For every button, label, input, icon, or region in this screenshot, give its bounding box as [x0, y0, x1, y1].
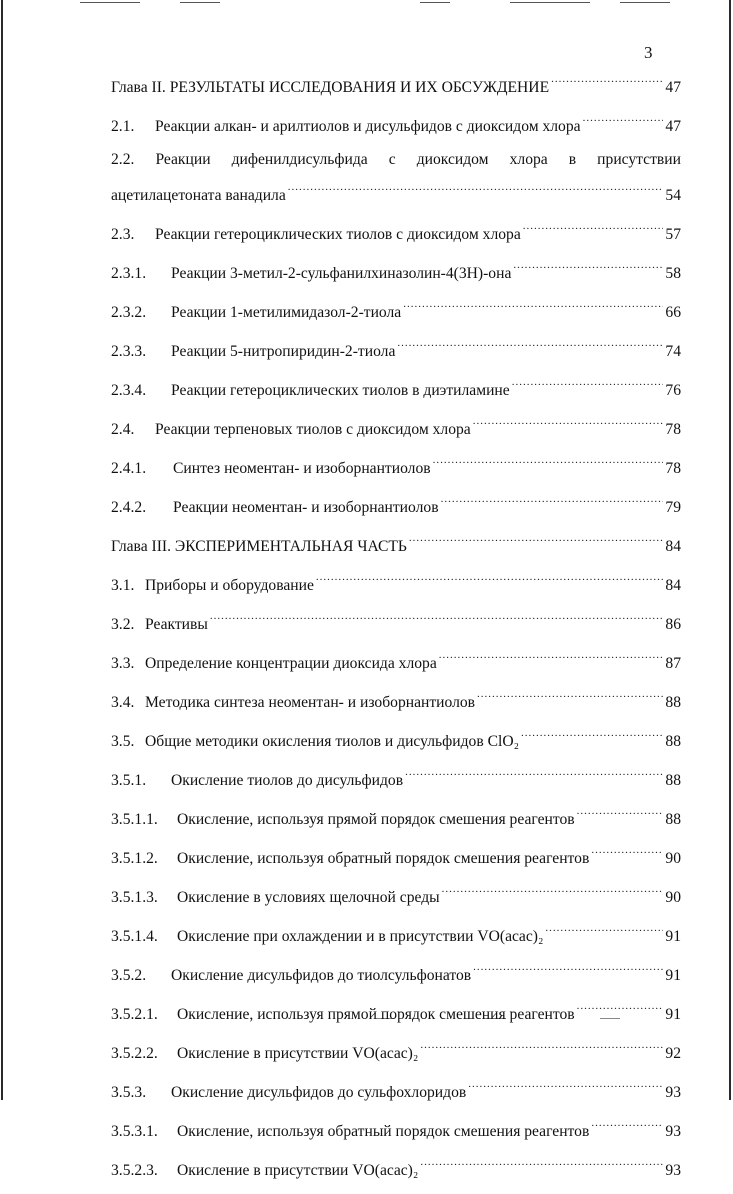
toc-entry-number: 3.5.2.	[111, 967, 147, 984]
dot-leader	[477, 687, 663, 707]
toc-entry-number: 2.2.	[111, 151, 135, 168]
toc-entry-label: Реакции 3-метил-2-сульфанилхиназолин-4(3H)-она	[171, 265, 512, 282]
toc-entry-label: Приборы и оборудование	[145, 577, 314, 594]
toc-entry-title	[111, 117, 581, 137]
toc-entry-page: 93	[665, 1123, 681, 1140]
toc-entry-number: 2.3.1.	[111, 265, 147, 282]
table-of-contents	[111, 72, 681, 1194]
dot-leader	[439, 648, 664, 668]
toc-entry[interactable]	[111, 882, 681, 908]
toc-entry-page: 90	[665, 850, 681, 867]
toc-entry-number: 3.3.	[111, 655, 135, 672]
toc-entry-number: 2.4.	[111, 421, 135, 438]
toc-entry-page: 54	[665, 187, 681, 204]
toc-entry-number: 3.5.2.1.	[111, 1006, 158, 1023]
toc-entry-page: 91	[665, 928, 681, 945]
toc-entry-title	[111, 732, 519, 752]
toc-entry[interactable]	[111, 1038, 681, 1064]
toc-entry-page: 76	[665, 382, 681, 399]
toc-entry-number: 2.4.2.	[111, 499, 147, 516]
toc-entry-number: 3.2.	[111, 616, 135, 633]
toc-entry-label: Общие методики окисления тиолов и дисульфидов ClO₂	[145, 733, 520, 750]
toc-entry-label: Окисление, используя прямой порядок смешения реагентов	[177, 811, 575, 828]
toc-entry-page: 47	[665, 118, 681, 135]
toc-entry[interactable]	[111, 219, 681, 245]
scan-artifact	[420, 2, 450, 3]
toc-entry-title	[111, 342, 395, 362]
dot-leader	[316, 570, 664, 590]
toc-entry-title	[111, 927, 543, 947]
toc-entry-number: 3.4.	[111, 694, 135, 711]
toc-entry-number: 3.5.2.2.	[111, 1045, 158, 1062]
dot-leader	[512, 375, 664, 395]
toc-entry-title	[111, 888, 440, 908]
toc-entry-number: 2.3.2.	[111, 304, 147, 321]
dot-leader	[577, 999, 664, 1019]
toc-entry-label: Реакции терпеновых тиолов с диоксидом хлора	[155, 421, 471, 438]
toc-entry-number: 3.5.1.	[111, 772, 147, 789]
dot-leader	[288, 180, 664, 200]
scan-left-edge	[1, 0, 3, 1100]
toc-entry[interactable]	[111, 609, 681, 635]
toc-entry[interactable]	[111, 336, 681, 362]
toc-entry-label: Реакции алкан- и арилтиолов и дисульфидов с диоксидом хлора	[155, 118, 581, 135]
toc-entry-page: 74	[665, 343, 681, 360]
toc-entry-label: Окисление тиолов до дисульфидов	[171, 772, 404, 789]
toc-entry-line	[111, 150, 681, 170]
dot-leader	[513, 258, 663, 278]
dot-leader	[442, 882, 664, 902]
toc-entry-word: дифенилдисульфида	[231, 151, 368, 168]
toc-entry-page: 92	[665, 1045, 681, 1062]
toc-entry-title	[111, 654, 437, 674]
toc-entry-page: 91	[665, 1006, 681, 1023]
toc-entry-label: Окисление дисульфидов до сульфохлоридов	[171, 1084, 467, 1101]
toc-entry-word: Реакции	[155, 151, 211, 168]
toc-entry-number: 3.5.3.	[111, 1084, 147, 1101]
dot-leader	[405, 765, 663, 785]
toc-entry[interactable]	[111, 921, 681, 947]
dot-leader	[521, 726, 663, 746]
toc-entry-label: Окисление, используя обратный порядок смешения реагентов	[177, 1123, 590, 1140]
toc-entry-page: 88	[665, 733, 681, 750]
dot-leader	[577, 804, 664, 824]
toc-entry-page: 88	[665, 811, 681, 828]
toc-entry-label: Определение концентрации диоксида хлора	[145, 655, 437, 672]
dot-leader	[591, 843, 663, 863]
toc-entry-title	[111, 615, 208, 635]
toc-entry-number: 2.3.4.	[111, 382, 147, 399]
toc-entry[interactable]	[111, 804, 681, 830]
dot-leader	[420, 1038, 663, 1058]
toc-entry-number: 2.1.	[111, 118, 135, 135]
toc-entry-page: 47	[665, 79, 681, 96]
toc-entry[interactable]	[111, 111, 681, 137]
toc-entry-label: Реакции 5-нитропиридин-2-тиола	[171, 343, 396, 360]
toc-entry[interactable]	[111, 1155, 681, 1181]
toc-entry-page: 78	[665, 421, 681, 438]
toc-entry-label: Синтез неоментан- и изоборнантиолов	[173, 460, 431, 477]
toc-entry-number: 3.5.3.1.	[111, 1123, 158, 1140]
toc-entry-number: 2.3.	[111, 226, 135, 243]
toc-entry-title	[111, 78, 549, 98]
toc-entry-label: Окисление в присутствии VO(acac)₂	[177, 1045, 419, 1062]
toc-entry-title	[111, 264, 511, 284]
dot-leader	[420, 1155, 663, 1175]
toc-entry[interactable]	[111, 180, 681, 206]
toc-entry-page: 58	[665, 265, 681, 282]
toc-entry[interactable]	[111, 531, 681, 557]
dot-leader	[433, 453, 664, 473]
toc-entry-page: 93	[665, 1162, 681, 1179]
dot-leader	[523, 219, 664, 239]
dot-leader	[473, 414, 664, 434]
toc-entry-title	[111, 810, 575, 830]
toc-entry-label: Реактивы	[145, 616, 208, 633]
toc-entry-number: 3.5.1.2.	[111, 850, 158, 867]
toc-entry-label: Окисление, используя прямой порядок смешения реагентов	[177, 1006, 575, 1023]
toc-entry[interactable]	[111, 687, 681, 713]
toc-entry-label: Реакции 1-метилимидазол-2-тиола	[171, 304, 402, 321]
toc-entry[interactable]	[111, 375, 681, 401]
toc-entry-label: Реакции гетероциклических тиолов в диэтиламине	[171, 382, 510, 399]
toc-entry-number: 2.3.3.	[111, 343, 147, 360]
toc-entry[interactable]	[111, 297, 681, 323]
toc-entry-number: 3.5.1.4.	[111, 928, 158, 945]
dot-leader	[409, 531, 664, 551]
toc-entry[interactable]	[111, 1116, 681, 1142]
toc-entry[interactable]	[111, 999, 681, 1025]
toc-entry-title	[111, 771, 403, 791]
toc-entry-title	[111, 498, 439, 518]
toc-entry[interactable]	[111, 492, 681, 518]
scan-right-edge	[729, 0, 731, 1100]
toc-entry-label: Реакции гетероциклических тиолов с диоксидом хлора	[155, 226, 521, 243]
toc-entry-word: хлора	[509, 151, 548, 168]
toc-entry-title	[111, 1083, 466, 1103]
page-number: 3	[644, 43, 653, 62]
toc-entry[interactable]	[111, 570, 681, 596]
toc-entry-number: 3.1.	[111, 577, 135, 594]
toc-entry[interactable]	[111, 453, 681, 479]
toc-entry-number: 3.5.1.3.	[111, 889, 158, 906]
toc-entry-title	[111, 537, 407, 557]
toc-entry-label: Окисление в присутствии VO(acac)₂	[177, 1162, 419, 1179]
toc-entry-page: 84	[665, 538, 681, 555]
dot-leader	[397, 336, 663, 356]
toc-entry-title	[111, 966, 471, 986]
toc-entry-title	[111, 1005, 575, 1025]
toc-entry-word: в	[568, 151, 577, 168]
dot-leader	[473, 960, 663, 980]
toc-entry-number: 3.5.1.1.	[111, 811, 158, 828]
dot-leader	[551, 72, 663, 92]
dot-leader	[468, 1077, 663, 1097]
toc-entry-page: 79	[665, 499, 681, 516]
toc-entry-page: 66	[665, 304, 681, 321]
toc-entry[interactable]	[111, 843, 681, 869]
toc-entry-label: ацетилацетоната ванадила	[111, 187, 286, 204]
toc-entry-label: Окисление в условиях щелочной среды	[177, 889, 440, 906]
toc-entry[interactable]	[111, 414, 681, 440]
toc-entry-page: 88	[665, 772, 681, 789]
toc-entry-title	[111, 1122, 589, 1142]
toc-entry-page: 87	[665, 655, 681, 672]
toc-entry-page: 84	[665, 577, 681, 594]
toc-entry-label: Методика синтеза неоментан- и изоборнантиолов	[145, 694, 476, 711]
toc-entry-title	[111, 1161, 418, 1181]
dot-leader	[403, 297, 663, 317]
scan-artifact	[180, 2, 220, 3]
toc-entry-page: 78	[665, 460, 681, 477]
toc-entry-label: Окисление при охлаждении и в присутствии VO(acac)₂	[177, 928, 544, 945]
toc-entry-title	[111, 225, 521, 245]
toc-entry[interactable]	[111, 765, 681, 791]
toc-entry-page: 57	[665, 226, 681, 243]
toc-entry[interactable]	[111, 72, 681, 98]
toc-entry-title	[111, 1044, 418, 1064]
dot-leader	[441, 492, 664, 512]
dot-leader	[210, 609, 664, 629]
toc-entry[interactable]	[111, 726, 681, 752]
toc-entry-title	[111, 849, 589, 869]
scan-artifact	[80, 2, 140, 3]
dot-leader	[591, 1116, 663, 1136]
toc-entry-title	[111, 381, 510, 401]
toc-entry-page: 88	[665, 694, 681, 711]
toc-entry-label: Реакции неоментан- и изоборнантиолов	[173, 499, 439, 516]
scan-artifact	[620, 2, 670, 3]
toc-entry-label: Глава III. ЭКСПЕРИМЕНТАЛЬНАЯ ЧАСТЬ	[111, 538, 407, 555]
toc-entry[interactable]	[111, 258, 681, 284]
dot-leader	[545, 921, 663, 941]
toc-entry-title	[111, 459, 431, 479]
toc-entry-number: 3.5.	[111, 733, 135, 750]
toc-entry-number: 3.5.2.3.	[111, 1162, 158, 1179]
scan-artifact	[510, 2, 590, 3]
toc-entry-page: 90	[665, 889, 681, 906]
toc-entry[interactable]	[111, 960, 681, 986]
toc-entry-label: Глава II. РЕЗУЛЬТАТЫ ИССЛЕДОВАНИЯ И ИХ ОБСУЖДЕНИЕ	[111, 79, 550, 96]
toc-entry-page: 86	[665, 616, 681, 633]
toc-entry-word: диоксидом	[416, 151, 489, 168]
toc-entry-page: 93	[665, 1084, 681, 1101]
toc-entry-title	[111, 693, 475, 713]
toc-entry[interactable]	[111, 648, 681, 674]
dot-leader	[583, 111, 664, 131]
toc-entry[interactable]	[111, 1077, 681, 1103]
toc-entry-title	[111, 420, 471, 440]
toc-entry-page: 91	[665, 967, 681, 984]
toc-entry-title	[111, 576, 314, 596]
toc-entry-label: Окисление, используя обратный порядок смешения реагентов	[177, 850, 590, 867]
toc-entry-word: присутствии	[597, 151, 681, 168]
toc-entry-label: Окисление дисульфидов до тиолсульфонатов	[171, 967, 472, 984]
toc-entry-number: 2.4.1.	[111, 460, 147, 477]
toc-entry-word: с	[388, 151, 396, 168]
toc-entry-title	[111, 303, 401, 323]
